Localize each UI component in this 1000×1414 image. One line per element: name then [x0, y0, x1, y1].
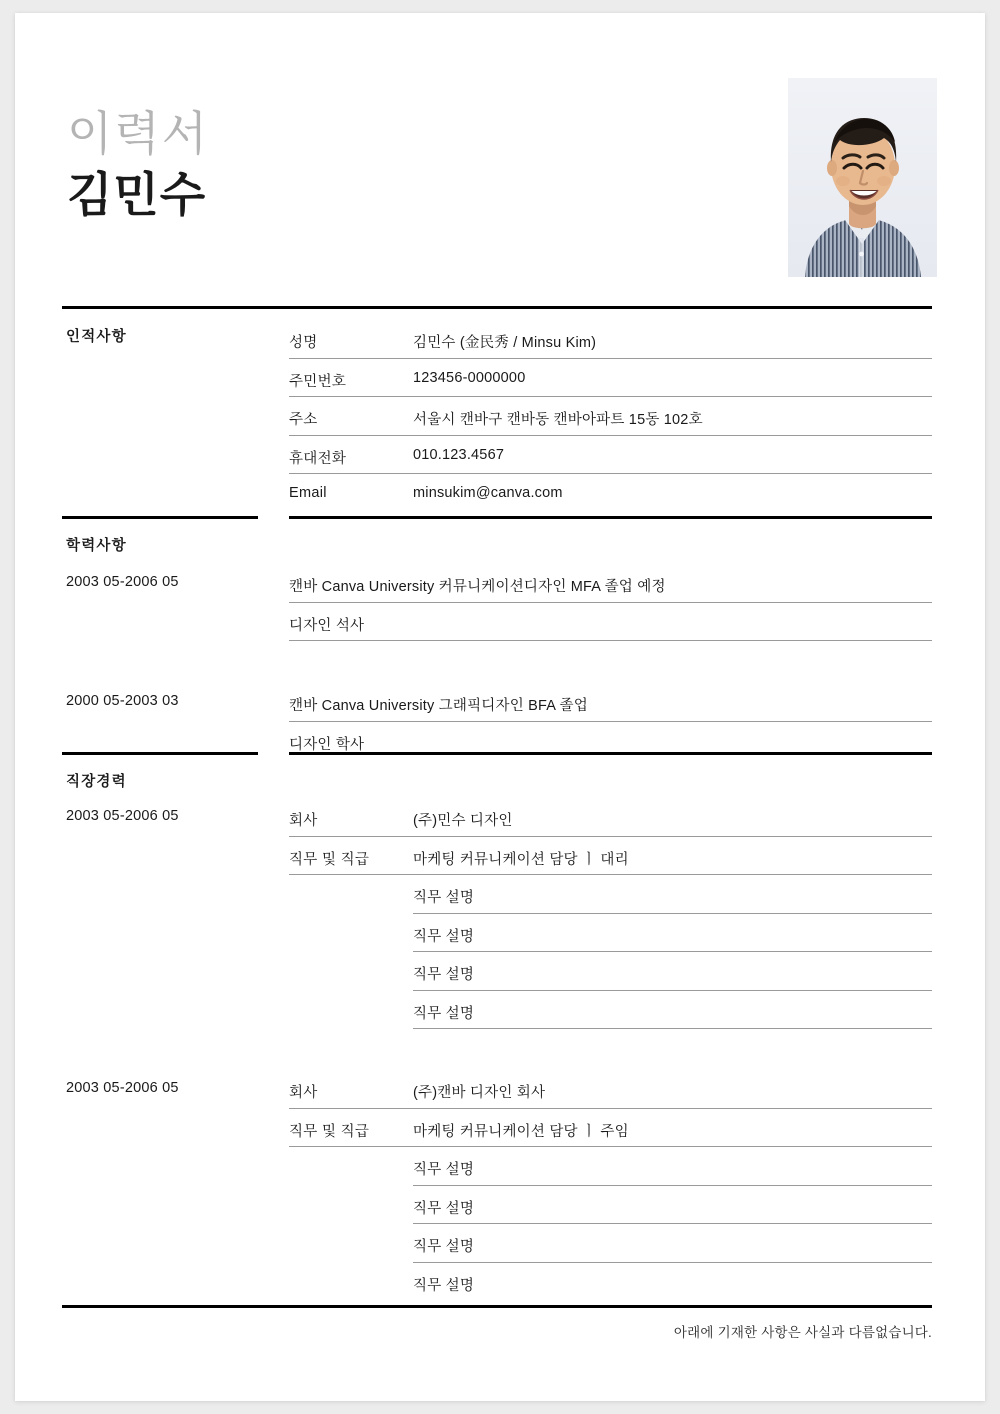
row-label: 휴대전화	[289, 450, 347, 467]
footer-note: 아래에 기재한 사항은 사실과 다름없습니다.	[673, 1325, 932, 1340]
rule-above-career-right	[289, 752, 932, 755]
career-row-company-0	[289, 798, 932, 837]
personal-row-phone	[289, 436, 932, 475]
row-value: 010.123.4567	[413, 446, 505, 463]
row-value: 직무 설명	[413, 1277, 475, 1294]
rule-above-education-right	[289, 516, 932, 519]
education-period-1: 2000 05-2003 03	[66, 693, 179, 709]
career-row-duty-1-3	[413, 1263, 932, 1302]
row-value: 직무 설명	[413, 1005, 475, 1022]
row-label: 직무 및 직급	[289, 851, 370, 868]
portrait-illustration	[788, 78, 937, 277]
section-label-career: 직장경력	[66, 774, 127, 790]
career-period-1: 2003 05-2006 05	[66, 1080, 179, 1096]
row-label: 주민번호	[289, 373, 347, 390]
row-value: 서울시 캔바구 캔바동 캔바아파트 15동 102호	[413, 412, 703, 428]
row-label: 회사	[289, 1085, 318, 1101]
row-value: 마케팅 커뮤니케이션 담당 ㅣ 주임	[413, 1123, 629, 1140]
career-row-duty-0-3	[413, 991, 932, 1030]
title-block	[67, 108, 209, 224]
row-label: 성명	[289, 335, 318, 351]
career-row-duty-0-1	[413, 914, 932, 953]
career-row-duty-1-2	[413, 1224, 932, 1263]
education-row-degree-title-1	[289, 683, 932, 722]
row-value: (주)민수 디자인	[413, 813, 513, 829]
row-value: 직무 설명	[413, 928, 475, 945]
career-row-duty-1-0	[413, 1147, 932, 1186]
row-underline	[289, 640, 932, 641]
row-label: 주소	[289, 412, 318, 428]
person-name: 김민수	[67, 167, 207, 221]
career-row-position-0	[289, 837, 932, 876]
row-value: 디자인 석사	[289, 617, 365, 634]
career-row-duty-1-1	[413, 1186, 932, 1225]
row-value: 캔바 Canva University 그래픽디자인 BFA 졸업	[289, 698, 588, 714]
row-value: 디자인 학사	[289, 736, 365, 753]
career-row-position-1	[289, 1109, 932, 1148]
section-label-personal: 인적사항	[66, 329, 127, 345]
row-value: 캔바 Canva University 커뮤니케이션디자인 MFA 졸업 예정	[289, 579, 666, 595]
row-value: (주)캔바 디자인 회사	[413, 1085, 546, 1101]
rule-above-career-left	[62, 752, 258, 755]
row-value: 직무 설명	[413, 967, 475, 983]
education-row-degree-title-0	[289, 564, 932, 603]
row-value: 직무 설명	[413, 1239, 475, 1255]
rule-above-footer	[62, 1305, 932, 1308]
section-label-education: 학력사항	[66, 538, 127, 554]
row-value: 마케팅 커뮤니케이션 담당 ㅣ 대리	[413, 851, 629, 868]
personal-row-name	[289, 320, 932, 359]
row-underline	[413, 1028, 932, 1029]
row-value: 직무 설명	[413, 890, 475, 906]
personal-row-id	[289, 359, 932, 398]
resume-page	[15, 13, 985, 1401]
education-period-0: 2003 05-2006 05	[66, 574, 179, 590]
career-row-duty-0-2	[413, 952, 932, 991]
document-title: 이력서	[67, 107, 210, 160]
row-label: Email	[289, 485, 327, 501]
personal-row-email	[289, 474, 932, 513]
row-value: 김민수 (金民秀 / Minsu Kim)	[413, 335, 597, 351]
document-header	[15, 13, 985, 308]
row-value: 직무 설명	[413, 1162, 475, 1178]
row-value: minsukim@canva.com	[413, 485, 563, 501]
education-row-degree-0	[289, 603, 932, 642]
personal-row-address	[289, 397, 932, 436]
row-value: 123456-0000000	[413, 369, 526, 386]
rule-above-education-left	[62, 516, 258, 519]
career-row-company-1	[289, 1070, 932, 1109]
row-value: 직무 설명	[413, 1200, 475, 1217]
row-label: 회사	[289, 813, 318, 829]
row-label: 직무 및 직급	[289, 1123, 370, 1140]
rule-above-personal	[62, 306, 932, 309]
profile-photo	[788, 78, 937, 277]
career-row-duty-0-0	[413, 875, 932, 914]
career-period-0: 2003 05-2006 05	[66, 808, 179, 824]
